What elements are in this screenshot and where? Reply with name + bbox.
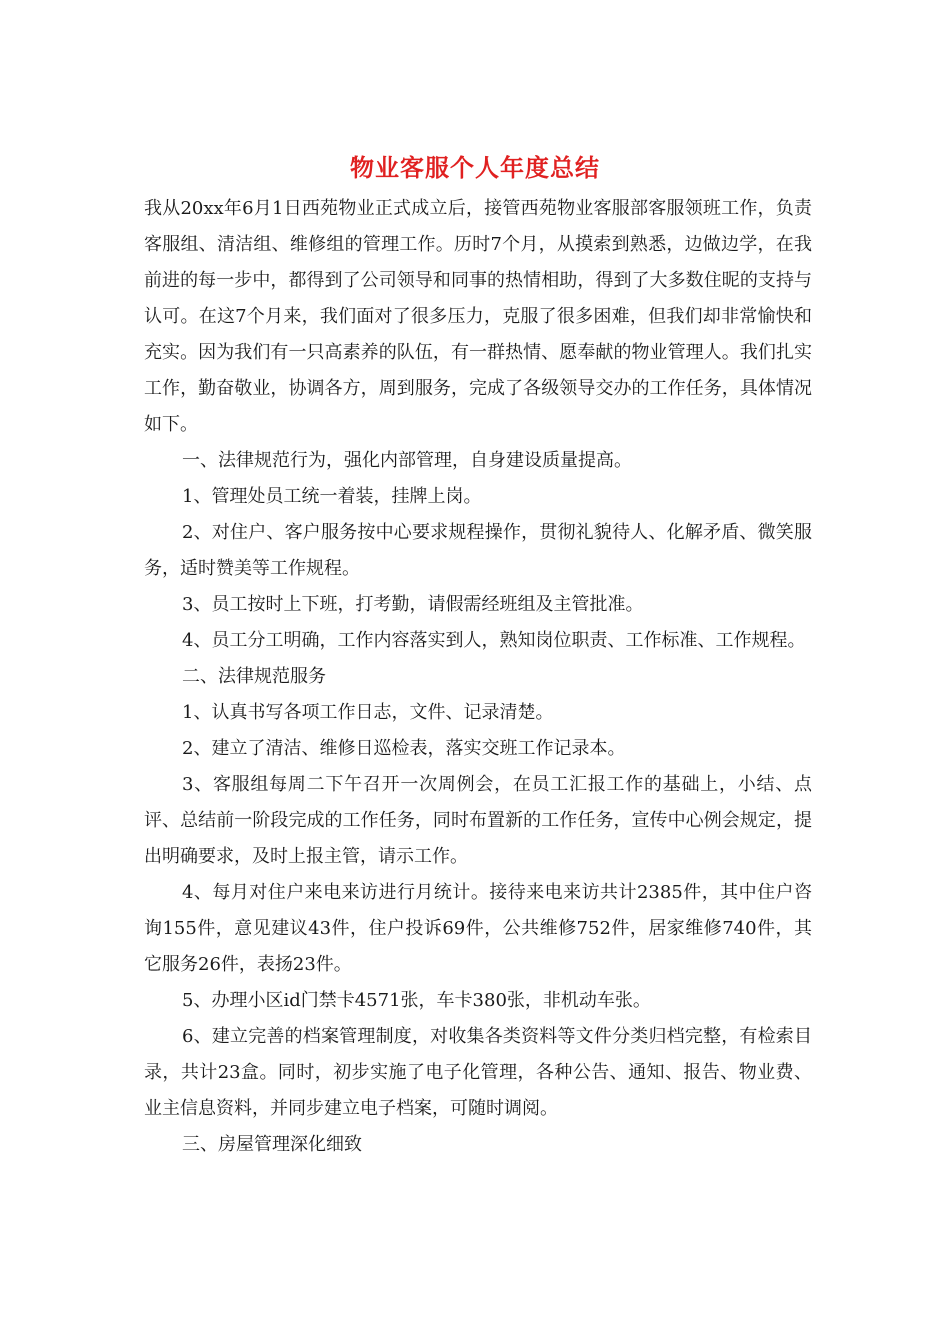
- document-title: 物业客服个人年度总结: [350, 153, 600, 182]
- list-item: 1、管理处员工统一着装，挂牌上岗。: [182, 486, 482, 507]
- section-heading-1: 一、法律规范行为，强化内部管理，自身建设质量提高。: [182, 450, 632, 471]
- section-heading-2: 二、法律规范服务: [182, 666, 326, 687]
- list-item: 1、认真书写各项工作日志，文件、记录清楚。: [182, 702, 554, 723]
- list-item: 2、对住户、客户服务按中心要求规程操作，贯彻礼貌待人、化解矛盾、微笑服务，适时赞美等工作规程。: [144, 522, 812, 579]
- section-heading-3: 三、房屋管理深化细致: [182, 1134, 362, 1155]
- list-item: 2、建立了清洁、维修日巡检表，落实交班工作记录本。: [182, 738, 626, 759]
- list-item: 3、员工按时上下班，打考勤，请假需经班组及主管批准。: [182, 594, 644, 615]
- paragraph-intro: 我从20xx年6月1日西苑物业正式成立后，接管西苑物业客服部客服领班工作，负责客服组、清洁组、维修组的管理工作。历时7个月，从摸索到熟悉，边做边学，在我前进的每一步中，都得到了公司领导和同事的热情相助，得到了大多数住昵的支持与认可。在这7个月来，我们面对了很多压力，克服了很多困难，但我们却非常愉快和充实。因为我们有一只高素养的队伍，有一群热情、愿奉献的物业管理人。我们扎实工作，勤奋敬业，协调各方，周到服务，完成了各级领导交办的工作任务，具体情况如下。: [144, 198, 812, 435]
- list-item: 4、每月对住户来电来访进行月统计。接待来电来访共计2385件，其中住户咨询155件，意见建议43件，住户投诉69件，公共维修752件，居家维修740件，其它服务26件，表扬23件。: [144, 882, 812, 975]
- list-item: 4、员工分工明确，工作内容落实到人，熟知岗位职责、工作标准、工作规程。: [182, 630, 806, 651]
- document-body: [144, 191, 812, 1163]
- list-item: 3、客服组每周二下午召开一次周例会，在员工汇报工作的基础上，小结、点评、总结前一阶段完成的工作任务，同时布置新的工作任务，宣传中心例会规定，提出明确要求，及时上报主管，请示工作。: [144, 774, 812, 867]
- list-item: 6、建立完善的档案管理制度，对收集各类资料等文件分类归档完整，有检索目录，共计23盒。同时，初步实施了电子化管理，各种公告、通知、报告、物业费、业主信息资料，并同步建立电子档案，可随时调阅。: [144, 1026, 812, 1119]
- list-item: 5、办理小区id门禁卡4571张，车卡380张，非机动车张。: [182, 990, 651, 1011]
